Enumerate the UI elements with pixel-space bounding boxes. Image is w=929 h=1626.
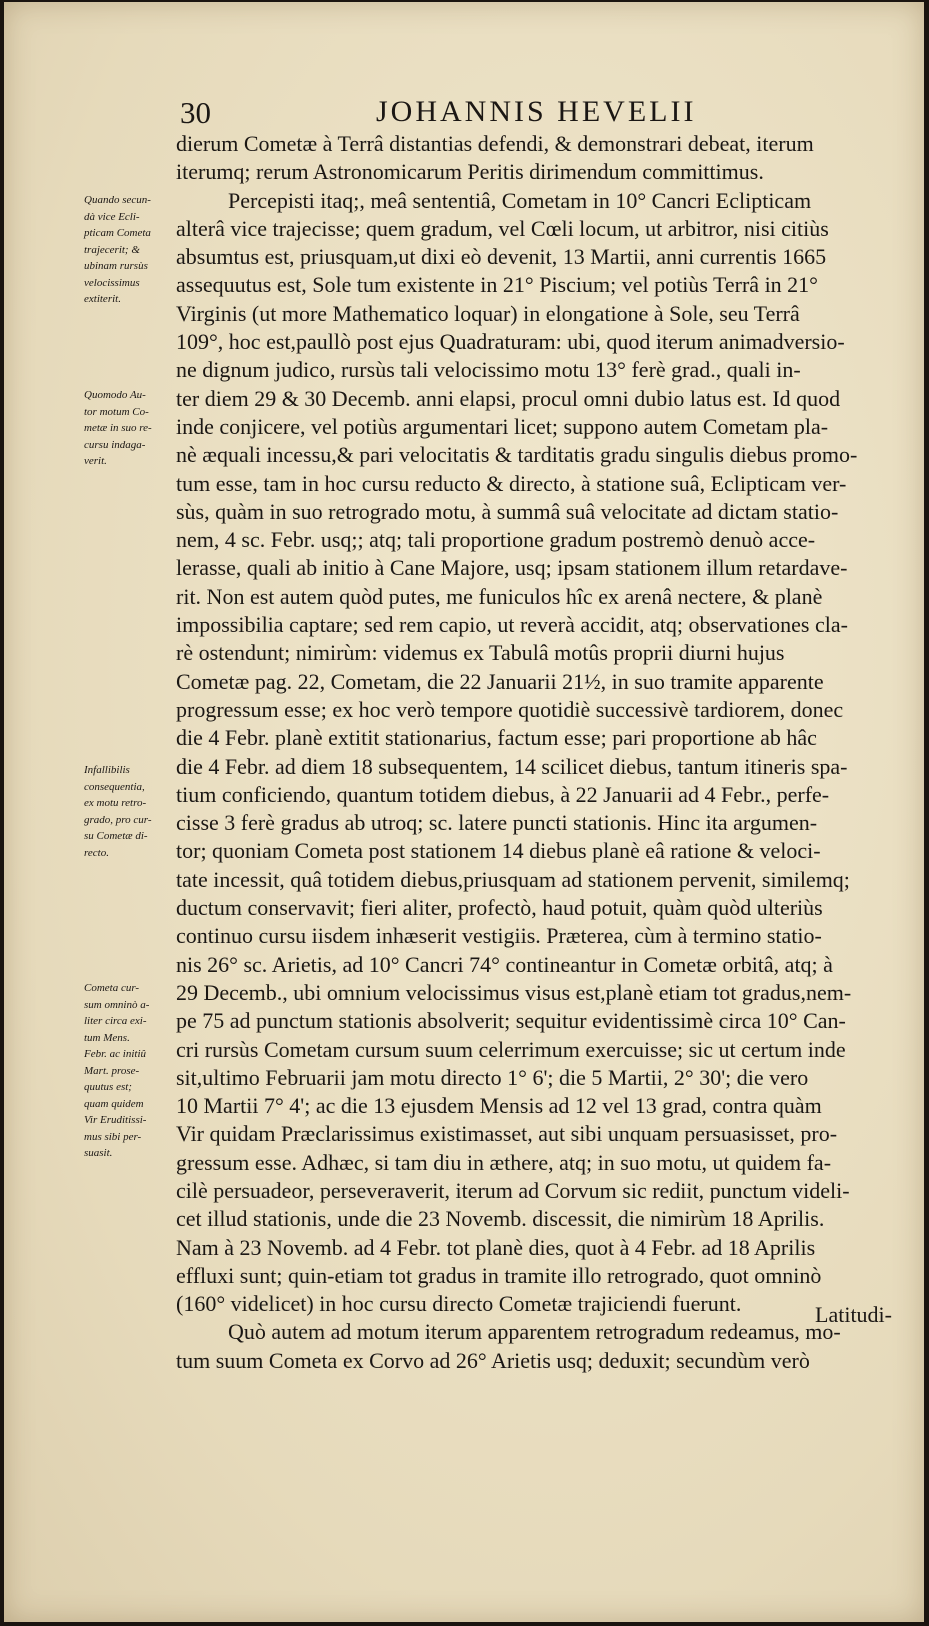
text-line: lerasse, quali ab initio à Cane Majore, usq; ipsam stationem illum retardave-	[176, 555, 848, 581]
text-line: sit,ultimo Februarii jam motu directo 1° 6'; die 5 Martii, 2° 30'; die vero	[176, 1064, 809, 1090]
text-line: 109°, hoc est,paullò post ejus Quadraturam: ubi, quod iterum animadversio-	[176, 329, 845, 355]
text-line: 29 Decemb., ubi omnium velocissimus visus est,planè etiam tot gradus,nem-	[176, 979, 852, 1005]
margin-note-line: cursu indaga-	[84, 438, 146, 451]
body-text	[176, 130, 904, 1375]
margin-note-line: ex motu retro-	[84, 797, 147, 809]
text-line: cilè persuadeor, perseveraverit, iterum ad Corvum sic rediit, punctum videli-	[176, 1177, 850, 1203]
margin-note-line: Febr. ac initiû	[84, 1048, 147, 1060]
text-line: rè ostendunt; nimirùm: videmus ex Tabulâ motûs proprii diurni hujus	[176, 640, 785, 666]
margin-note-line: extiterit.	[84, 293, 121, 305]
text-line: ductum conservavit; fieri aliter, profectò, haud potuit, quàm quòd ulteriùs	[176, 895, 823, 921]
text-line: impossibilia captare; sed rem capio, ut reverà accidit, atq; observationes cla-	[176, 612, 848, 638]
margin-note-line: Quomodo Au-	[84, 389, 146, 401]
margin-note-line: liter circa exi-	[84, 1015, 147, 1027]
text-line: nis 26° sc. Arietis, ad 10° Cancri 74° contineantur in Cometæ orbitâ, atq; à	[176, 951, 833, 977]
text-line: tate incessit, quâ totidem diebus,priusquam ad stationem pervenit, similemq;	[176, 866, 850, 892]
margin-note-line: quutus est;	[84, 1081, 132, 1093]
text-line: ter diem 29 & 30 Decemb. anni elapsi, procul omni dubio latus est. Id quod	[176, 385, 841, 411]
margin-note-line: velocissimus	[84, 276, 140, 289]
margin-note-line: verit.	[84, 455, 107, 467]
text-line: continuo cursu iisdem inhæserit vestigiis. Præterea, cùm à termino statio-	[176, 923, 822, 949]
text-line: effluxi sunt; quin-etiam tot gradus in tramite illo retrogrado, quot omninò	[176, 1262, 822, 1288]
margin-note-line: consequentia,	[84, 780, 145, 793]
text-line: Nam à 23 Novemb. ad 4 Febr. tot planè dies, quot à 4 Febr. ad 18 Aprilis	[176, 1234, 816, 1260]
text-line: ne dignum judico, rursùs tali velocissimo motu 13° ferè grad., quali in-	[176, 357, 801, 383]
text-line: die 4 Febr. ad diem 18 subsequentem, 14 scilicet diebus, tantum itineris spa-	[176, 753, 848, 779]
margin-note-line: mus sibi per-	[84, 1130, 142, 1143]
text-line: tium conficiendo, quantum totidem diebus, à 22 Januarii ad 4 Febr., perfe-	[176, 781, 830, 807]
text-line: alterâ vice trajecisse; quem gradum, vel Cœli locum, ut arbitror, nisi citiùs	[176, 215, 829, 241]
margin-note	[84, 192, 176, 308]
page-number: 30	[180, 95, 211, 130]
margin-note-line: tum Mens.	[84, 1031, 130, 1044]
text-line: sùs, quàm in suo retrogrado motu, à summâ suâ velocitate ad dictam statio-	[176, 498, 839, 524]
text-line: 10 Martii 7° 4'; ac die 13 ejusdem Mensis ad 12 vel 13 grad, contra quàm	[176, 1093, 822, 1119]
margin-note-line: pticam Cometa	[84, 227, 151, 239]
text-line: cet illud stationis, unde die 23 Novemb. discessit, die nimirùm 18 Aprilis.	[176, 1206, 825, 1232]
margin-note-line: suasit.	[84, 1147, 113, 1159]
margin-note-line: quam quidem	[84, 1097, 144, 1110]
margin-note-line: Mart. prose-	[84, 1064, 140, 1077]
text-line: gressum esse. Adhæc, si tam diu in æthere, atq; in suo motu, ut quidem fa-	[176, 1149, 832, 1175]
catchword: Latitudi-	[815, 1302, 892, 1327]
text-line: nè æquali incessu,& pari velocitatis & tarditatis gradu singulis diebus promo-	[176, 442, 858, 468]
margin-note-line: ubinam rursùs	[84, 260, 148, 272]
text-line: rit. Non est autem quòd putes, me funiculos hîc ex arenâ nectere, & planè	[176, 583, 823, 609]
margin-note-line: grado, pro cur-	[84, 813, 152, 826]
text-line: iterumq; rerum Astronomicarum Peritis dirimendum committimus.	[176, 159, 764, 185]
book-page	[4, 2, 924, 1622]
text-line: die 4 Febr. planè extitit stationarius, factum esse; pari proportione ab hâc	[176, 725, 817, 751]
text-line: tum esse, tam in hoc cursu reducto & directo, à statione suâ, Eclipticam ver-	[176, 470, 847, 496]
text-line: nem, 4 sc. Febr. usq;; atq; tali proportione gradum postremò denuò acce-	[176, 527, 816, 553]
margin-note-line: su Cometæ di-	[84, 830, 148, 842]
text-line: Virginis (ut more Mathematico loquar) in elongatione à Sole, seu Terrâ	[176, 300, 800, 326]
margin-note-line: Infallibilis	[84, 764, 130, 776]
text-line: progressum esse; ex hoc verò tempore quotidiè successivè tardiorem, donec	[176, 696, 844, 722]
text-line: cisse 3 ferè gradus ab utroq; sc. latere puncti stationis. Hinc ita argumen-	[176, 810, 818, 836]
text-line: inde conjicere, vel potiùs argumentari licet; suppono autem Cometam pla-	[176, 413, 829, 439]
text-line: assequutus est, Sole tum existente in 21° Piscium; vel potiùs Terrâ in 21°	[176, 272, 818, 298]
running-title: JOHANNIS HEVELII	[376, 95, 697, 128]
margin-note	[84, 762, 176, 861]
text-line: absumtus est, priusquam,ut dixi eò devenit, 13 Martii, anni currentis 1665	[176, 244, 827, 270]
page-header	[180, 95, 900, 135]
text-line: cri rursùs Cometam cursum suum celerrimum exercuisse; sic ut certum inde	[176, 1036, 846, 1062]
text-line: Percepisti itaq;, meâ sententiâ, Cometam in 10° Cancri Eclipticam	[228, 187, 812, 213]
margin-note-line: sum omninò a-	[84, 998, 150, 1011]
text-line: tor; quoniam Cometa post stationem 14 diebus planè eâ ratione & veloci-	[176, 838, 821, 864]
text-line: Cometæ pag. 22, Cometam, die 22 Januarii 21½, in suo tramite apparente	[176, 668, 824, 694]
text-line: pe 75 ad punctum stationis absolverit; sequitur evidentissimè circa 10° Can-	[176, 1008, 846, 1034]
margin-note-line: trajecerit; &	[84, 243, 140, 256]
text-line: tum suum Cometa ex Corvo ad 26° Arietis usq; deduxit; secundùm verò	[176, 1347, 810, 1373]
text-line: (160° videlicet) in hoc cursu directo Cometæ trajiciendi fuerunt.	[176, 1291, 742, 1317]
margin-note-line: dà vice Ecli-	[84, 210, 140, 223]
text-line: Vir quidam Præclarissimus existimasset, aut sibi unquam persuasisset, pro-	[176, 1121, 838, 1147]
margin-note	[84, 980, 176, 1162]
text-line: dierum Cometæ à Terrâ distantias defendi, & demonstrari debeat, iterum	[176, 131, 814, 156]
margin-note	[84, 387, 176, 470]
margin-note-line: metæ in suo re-	[84, 422, 152, 434]
margin-note-line: Quando secun-	[84, 194, 151, 206]
margin-note-line: recto.	[84, 846, 109, 859]
margin-note-line: Vir Eruditissi-	[84, 1114, 147, 1126]
margin-note-line: Cometa cur-	[84, 982, 140, 994]
text-line: Quò autem ad motum iterum apparentem retrogradum redeamus, mo-	[228, 1319, 841, 1345]
margin-note-line: tor motum Co-	[84, 405, 149, 418]
